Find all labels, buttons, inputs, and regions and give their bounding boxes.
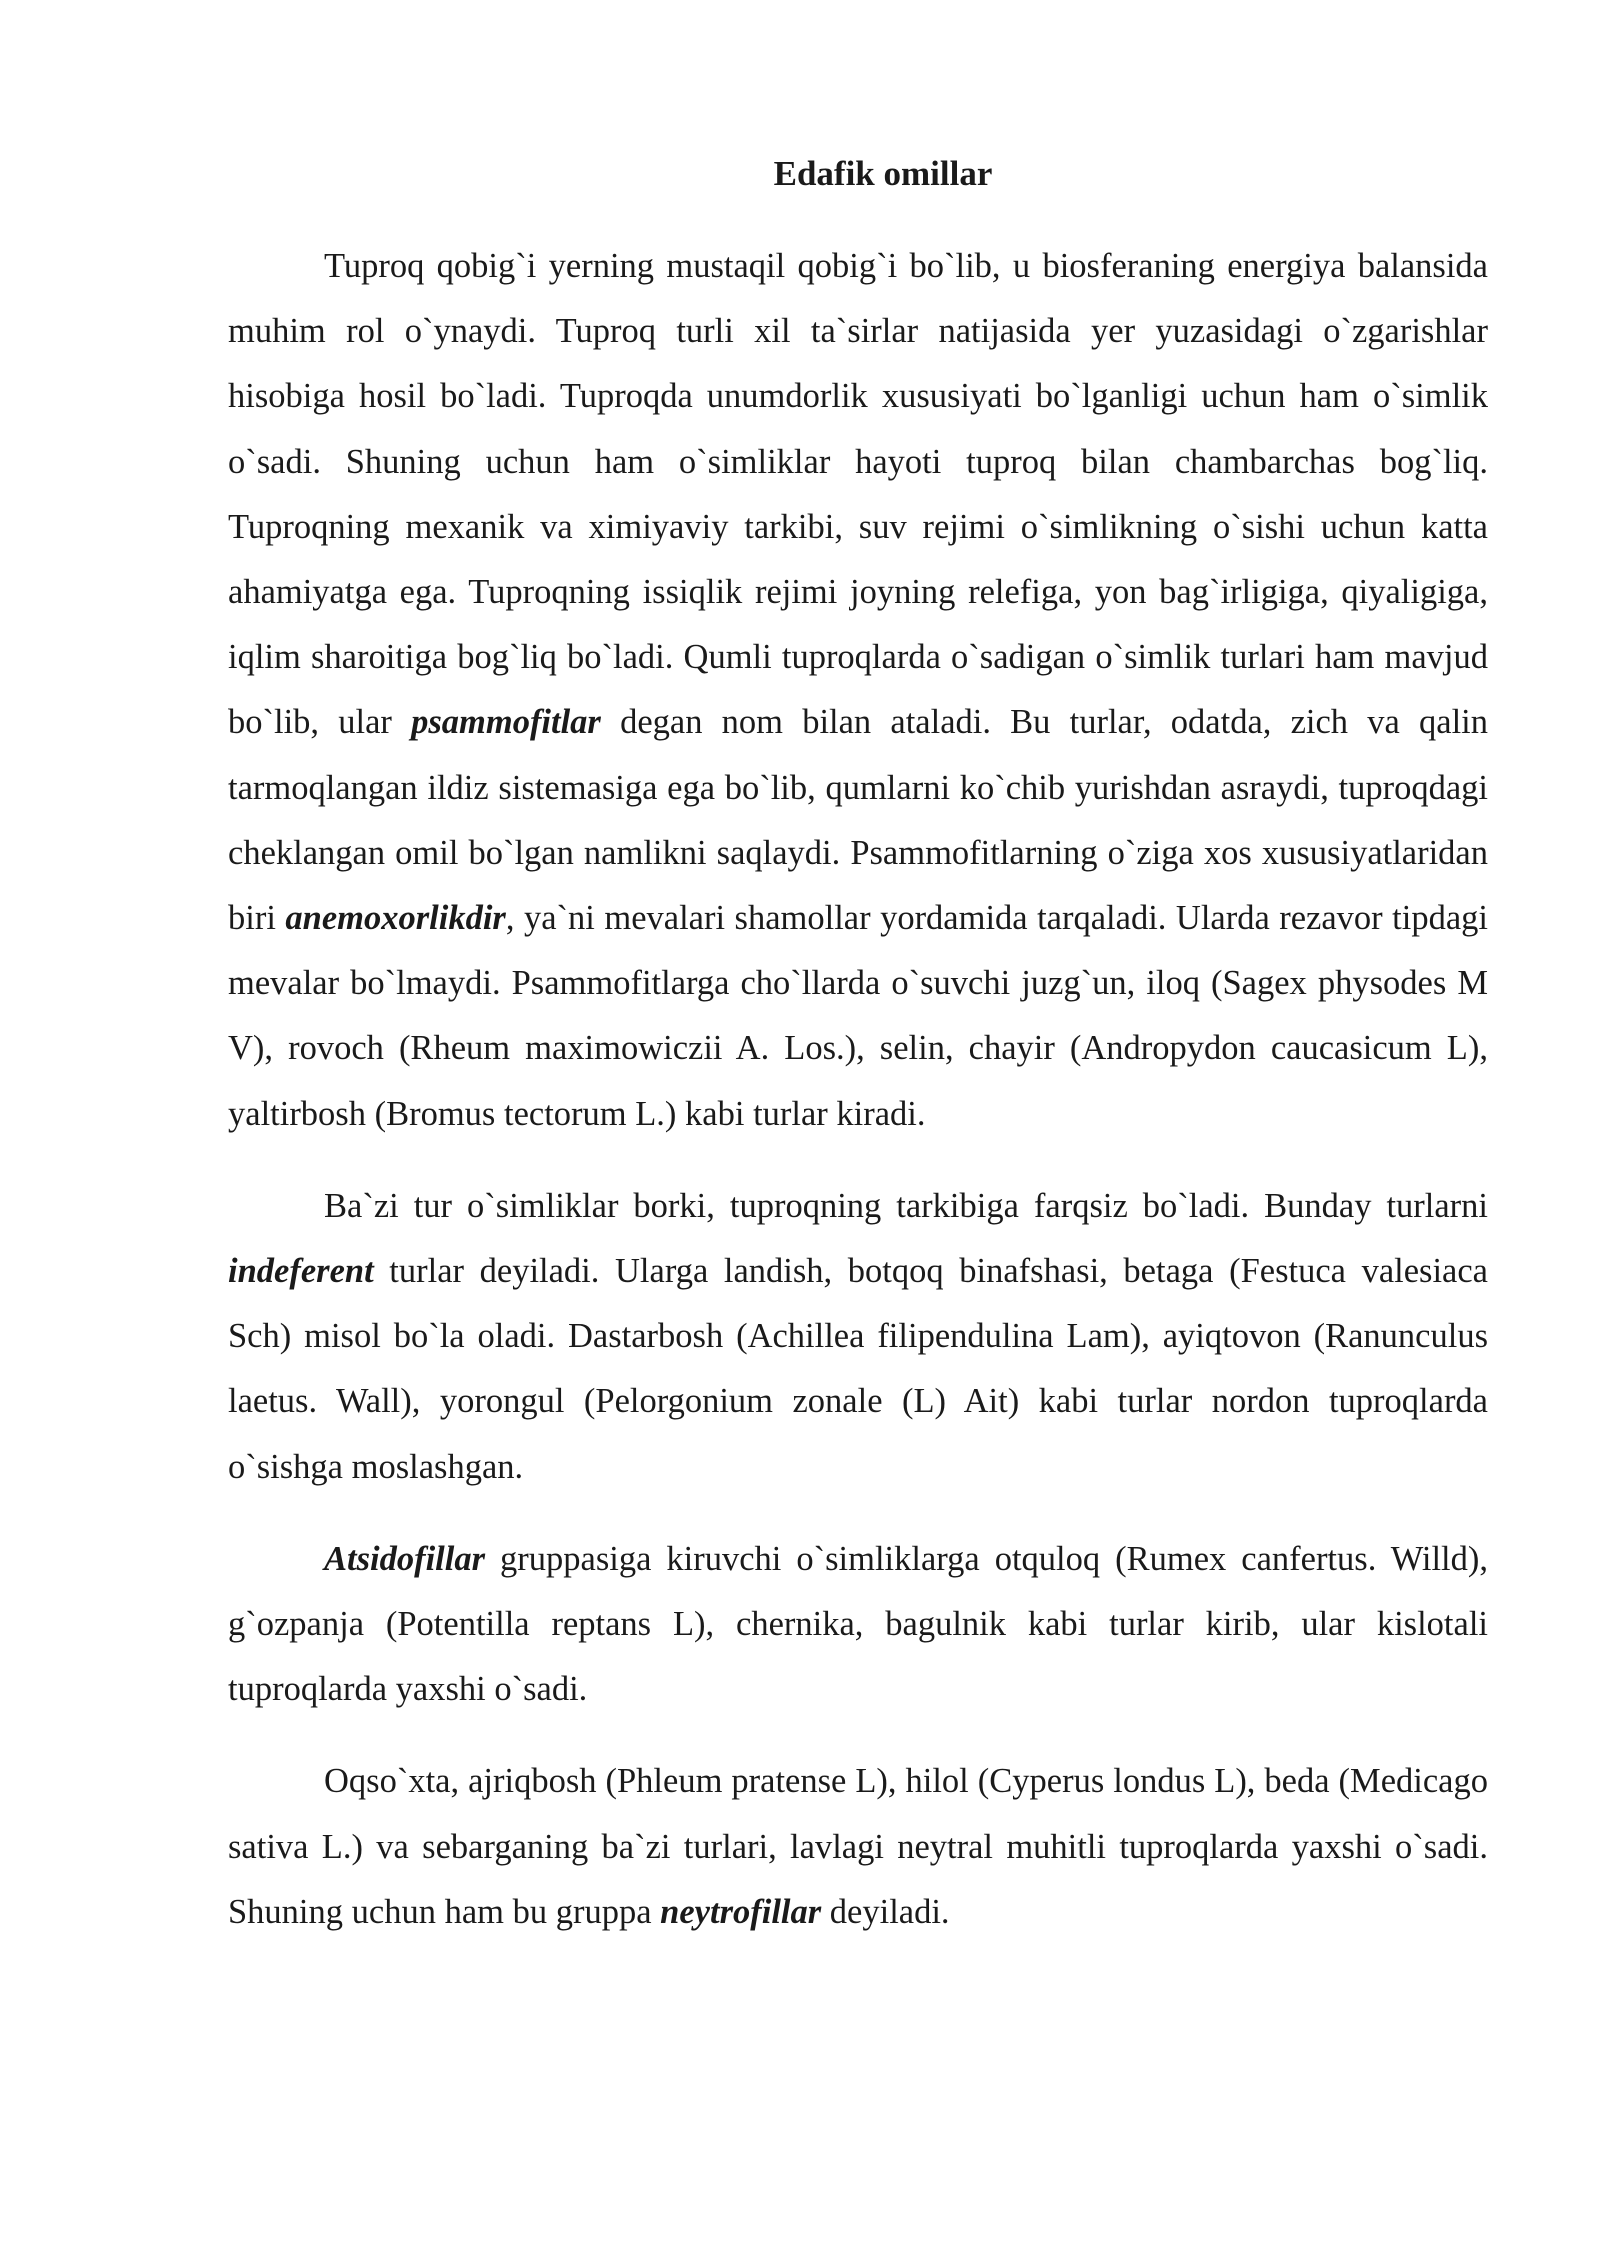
paragraph-text: gruppasiga kiruvchi o`simliklarga otquloq (Rumex canfertus. Willd), g`ozpanja (Potentilla reptans L), chernika, bagulnik kabi turlar kirib, ular kislotali tuproqlarda yaxshi o`sadi.	[228, 1539, 1488, 1709]
paragraph-4	[228, 1749, 1488, 1945]
paragraph-text: turlar deyiladi. Ularga landish, botqoq binafshasi, betaga (Festuca valesiaca Sch) misol bo`la oladi. Dastarbosh (Achillea filipendulina Lam), ayiqtovon (Ranunculus laetus. Wall), yorongul (Pelorgonium zonale (L) Ait) kabi turlar nordon tuproqlarda o`sishga moslashgan.	[228, 1252, 1488, 1486]
paragraph-text: degan nom bilan ataladi. Bu turlar, odatda, zich va qalin tarmoqlangan ildiz sistemasiga ega bo`lib, qumlarni ko`chib yurishdan asraydi, tuproqdagi cheklangan omil bo`lgan namlikni saqlaydi. Psammofitlarning o`ziga xos xususiyatlaridan biri	[228, 703, 1489, 938]
paragraph-1	[228, 234, 1488, 1147]
term-atsidofillar: Atsidofillar	[324, 1539, 486, 1578]
paragraph-text: Tuproq qobig`i yerning mustaqil qobig`i bo`lib, u biosferaning energiya balansida muhim rol o`ynaydi. Tuproq turli xil ta`sirlar natijasida yer yuzasidagi o`zgarishlar hisobiga hosil bo`ladi. Tuproqda unumdorlik xususiyati bo`lganligi uchun ham o`simlik o`sadi. Shuning uchun ham o`simliklar hayoti tuproq bilan chambarchas bog`liq. Tuproqning mexanik va ximiyaviy tarkibi, suv rejimi o`simlikning o`sishi uchun katta ahamiyatga ega. Tuproqning issiqlik rejimi joyning relefiga, yon bag`irligiga, qiyaligiga, iqlim sharoitiga bog`liq bo`ladi. Qumli tuproqlarda o`sadigan o`simlik turlari ham mavjud bo`lib, ular	[228, 247, 1488, 742]
term-neytrofillar: neytrofillar	[660, 1892, 822, 1931]
term-psammofitlar: psammofitlar	[411, 703, 601, 742]
paragraph-text: , ya`ni mevalari shamollar yordamida tarqaladi. Ularda rezavor tipdagi mevalar bo`lmaydi. Psammofitlarga cho`llarda o`suvchi juzg`un, iloq (Sagex physodes M V), rovoch (Rheum maximowiczii A. Los.), selin, chayir (Andropydon caucasicum L), yaltirbosh (Bromus tectorum L.) kabi turlar kiradi.	[228, 899, 1488, 1133]
document-page	[228, 148, 1488, 1972]
paragraph-text: Ba`zi tur o`simliklar borki, tuproqning tarkibiga farqsiz bo`ladi. Bunday turlarni	[324, 1186, 1488, 1225]
paragraph-text: deyiladi.	[821, 1892, 950, 1931]
term-indeferent: indeferent	[228, 1252, 374, 1291]
paragraph-2	[228, 1174, 1488, 1500]
paragraph-text: Oqso`xta, ajriqbosh (Phleum pratense L), hilol (Cyperus londus L), beda (Medicago sativa L.) va sebarganing ba`zi turlari, lavlagi neytral muhitli tuproqlarda yaxshi o`sadi. Shuning uchun ham bu gruppa	[228, 1762, 1488, 1931]
paragraph-3	[228, 1527, 1488, 1723]
term-anemoxorlikdir: anemoxorlikdir	[285, 899, 506, 938]
document-title: Edafik omillar	[773, 154, 993, 193]
